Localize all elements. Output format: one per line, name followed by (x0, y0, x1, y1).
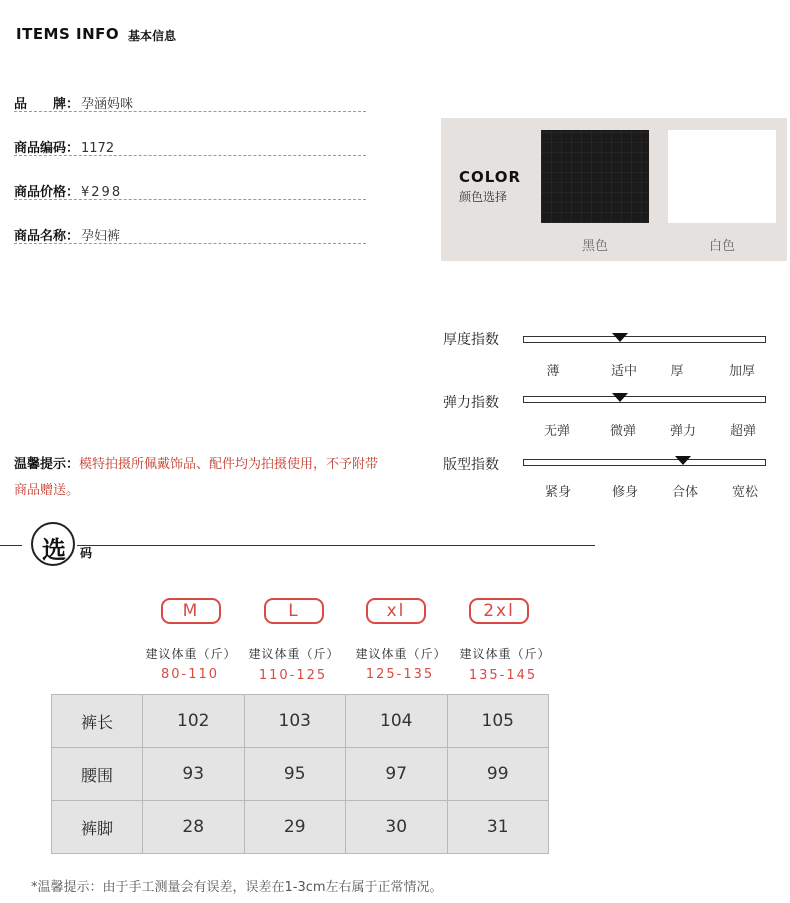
thickness-index-label: 厚度指数 (443, 332, 499, 348)
table-cell: 95 (244, 748, 346, 801)
thickness-marker-icon (612, 333, 628, 342)
size-weight-range: 125-135 (365, 667, 435, 682)
section-title-cn: 基本信息 (128, 29, 177, 43)
table-cell: 104 (346, 695, 448, 748)
divider (14, 155, 366, 156)
table-cell: 30 (346, 801, 448, 854)
thickness-option: 薄 (546, 364, 560, 379)
fit-option: 合体 (671, 485, 698, 500)
divider (14, 243, 366, 244)
size-weight-range: 80-110 (160, 667, 220, 682)
brand-row (14, 93, 366, 115)
color-label-black: 黑色 (581, 239, 608, 254)
size-weight-caption: 建议体重（斤） (459, 647, 551, 661)
name-value: 孕妇裤 (81, 229, 121, 244)
fit-marker-icon (675, 456, 691, 465)
thickness-option: 适中 (610, 364, 637, 379)
size-option-l[interactable]: L (264, 598, 324, 624)
table-cell: 103 (244, 695, 346, 748)
price-label: 商品价格： (14, 185, 80, 200)
divider (14, 111, 366, 112)
size-option-m[interactable]: M (161, 598, 221, 624)
size-section-title: 选 (42, 536, 66, 564)
size-option-xl[interactable]: xl (366, 598, 426, 624)
thickness-index-bar (523, 336, 766, 343)
table-cell: 102 (143, 695, 245, 748)
fit-option: 宽松 (731, 485, 758, 500)
size-weight-caption: 建议体重（斤） (145, 647, 237, 661)
size-weight-caption: 建议体重（斤） (248, 647, 340, 661)
fit-option: 紧身 (544, 485, 571, 500)
row-header: 腰围 (52, 748, 143, 801)
fit-index-label: 版型指数 (443, 457, 499, 473)
row-header: 裤脚 (52, 801, 143, 854)
price-value: ¥298 (81, 185, 123, 200)
table-row (52, 695, 549, 748)
table-row (52, 801, 549, 854)
fit-index-bar (523, 459, 766, 466)
code-row (14, 137, 366, 159)
table-cell: 31 (447, 801, 549, 854)
row-header: 裤长 (52, 695, 143, 748)
elasticity-option: 无弹 (543, 424, 570, 439)
color-label-white: 白色 (708, 239, 735, 254)
name-label: 商品名称： (14, 229, 80, 244)
section-title-en: ITEMS INFO (16, 25, 120, 43)
fit-option: 修身 (611, 485, 638, 500)
code-value: 1172 (81, 141, 115, 156)
elasticity-option: 微弹 (609, 424, 636, 439)
tip-label: 温馨提示： (14, 457, 80, 472)
size-option-2xl[interactable]: 2xl (469, 598, 529, 624)
color-swatch-white[interactable] (668, 130, 776, 223)
tip-text: 模特拍摄所佩戴饰品、配件均为拍摄使用，不予附带商品赠送。 (14, 457, 379, 498)
thickness-option: 加厚 (728, 364, 755, 379)
size-section-subtitle: 码 (80, 546, 93, 560)
elasticity-marker-icon (612, 393, 628, 402)
table-cell: 28 (143, 801, 245, 854)
table-cell: 93 (143, 748, 245, 801)
name-row (14, 225, 366, 247)
section-divider-right (77, 545, 595, 546)
measurement-note: *温馨提示：由于手工测量会有误差，误差在1-3cm左右属于正常情况。 (31, 880, 443, 895)
thickness-option: 厚 (670, 364, 684, 379)
table-cell: 105 (447, 695, 549, 748)
brand-value: 孕涵妈咪 (81, 97, 134, 112)
divider (14, 199, 366, 200)
elasticity-option: 弹力 (669, 424, 696, 439)
size-table (51, 694, 549, 854)
size-weight-range: 110-125 (258, 668, 328, 683)
elasticity-index-bar (523, 396, 766, 403)
color-title-en: COLOR (459, 168, 522, 186)
size-weight-range: 135-145 (468, 668, 538, 683)
table-row (52, 748, 549, 801)
color-swatch-black[interactable] (541, 130, 649, 223)
table-cell: 29 (244, 801, 346, 854)
brand-label: 品 牌： (14, 97, 80, 112)
table-cell: 97 (346, 748, 448, 801)
elasticity-index-label: 弹力指数 (443, 395, 499, 411)
size-weight-caption: 建议体重（斤） (355, 647, 447, 661)
color-title-cn: 颜色选择 (459, 190, 508, 204)
elasticity-option: 超弹 (729, 424, 756, 439)
price-row (14, 181, 366, 203)
model-tip (14, 452, 386, 504)
section-divider-left (0, 545, 22, 546)
code-label: 商品编码： (14, 141, 80, 156)
table-cell: 99 (447, 748, 549, 801)
